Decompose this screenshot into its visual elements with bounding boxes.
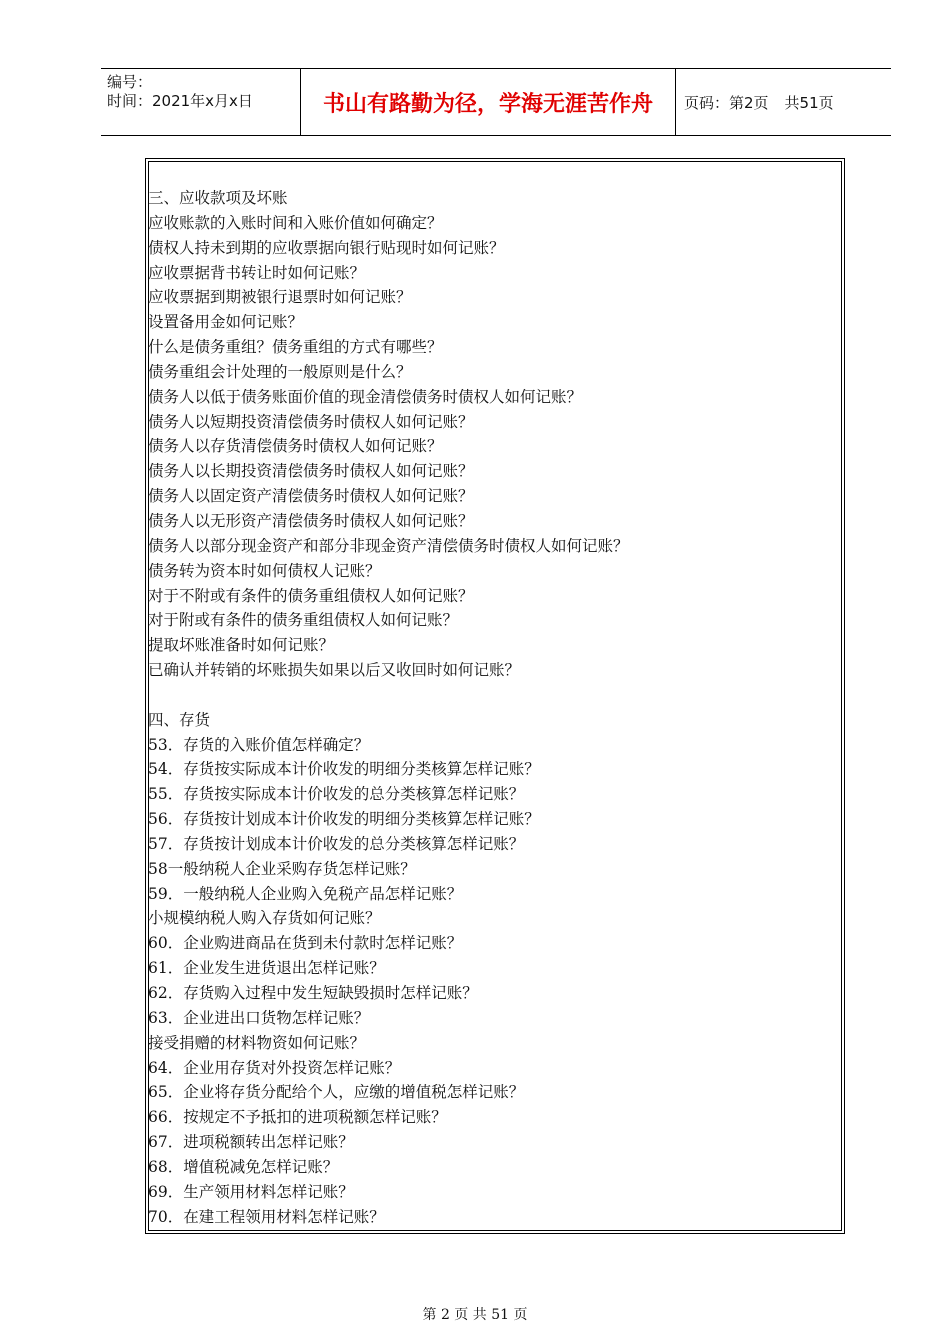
list-item: 58一般纳税人企业采购存货怎样记账？ xyxy=(148,859,416,878)
list-item: 应收票据背书转让时如何记账？ xyxy=(148,263,366,282)
list-item: 64．企业用存货对外投资怎样记账？ xyxy=(148,1058,401,1077)
list-item: 62．存货购入过程中发生短缺毁损时怎样记账？ xyxy=(148,984,478,1002)
list-item: 债务转为资本时如何债权人记账？ xyxy=(148,561,381,580)
page-header xyxy=(101,68,891,136)
time-label: 时间：2021年x月x日 xyxy=(107,92,253,110)
list-item: 什么是债务重组？债务重组的方式有哪些？ xyxy=(148,338,443,357)
list-item: 70．在建工程领用材料怎样记账？ xyxy=(148,1207,385,1226)
header-page-info xyxy=(676,69,891,135)
section-title: 四、存货 xyxy=(148,710,211,729)
header-meta xyxy=(101,69,301,135)
list-item: 债权人持未到期的应收票据向银行贴现时如何记账？ xyxy=(148,238,505,257)
list-item: 债务人以低于债务账面价值的现金清偿债务时债权人如何记账？ xyxy=(148,387,583,406)
list-item: 63．企业进出口货物怎样记账？ xyxy=(148,1008,370,1027)
footer-page-number: 第 2 页 共 51 页 xyxy=(422,1307,528,1323)
list-item: 债务人以部分现金资产和部分非现金资产清偿债务时债权人如何记账？ xyxy=(148,536,629,555)
list-item: 54．存货按实际成本计价收发的明细分类核算怎样记账？ xyxy=(148,760,540,779)
list-item: 65．企业将存货分配给个人，应缴的增值税怎样记账？ xyxy=(148,1083,525,1102)
list-item: 债务人以固定资产清偿债务时债权人如何记账？ xyxy=(148,487,474,506)
list-item: 60．企业购进商品在货到未付款时怎样记账？ xyxy=(148,934,463,953)
list-item: 68．增值税减免怎样记账？ xyxy=(148,1157,339,1176)
list-item: 对于附或有条件的债务重组债权人如何记账？ xyxy=(148,611,459,630)
list-item: 67．进项税额转出怎样记账？ xyxy=(148,1133,354,1152)
list-item: 已确认并转销的坏账损失如果以后又收回时如何记账？ xyxy=(148,661,521,680)
list-item: 53．存货的入账价值怎样确定？ xyxy=(148,735,370,754)
list-item: 设置备用金如何记账？ xyxy=(148,313,304,332)
list-item: 小规模纳税人购入存货如何记账？ xyxy=(148,909,381,928)
page-total-label: 共51页 xyxy=(784,93,834,112)
question-list xyxy=(148,186,838,1229)
list-item: 债务人以短期投资清偿债务时债权人如何记账？ xyxy=(148,412,474,431)
list-item: 57．存货按计划成本计价收发的总分类核算怎样记账？ xyxy=(148,834,525,853)
list-item: 61．企业发生进货退出怎样记账？ xyxy=(148,959,385,978)
list-item: 债务人以存货清偿债务时债权人如何记账？ xyxy=(148,437,443,456)
list-item: 55．存货按实际成本计价收发的总分类核算怎样记账？ xyxy=(148,785,525,804)
list-item: 对于不附或有条件的债务重组债权人如何记账？ xyxy=(148,586,474,605)
list-item: 接受捐赠的材料物资如何记账？ xyxy=(148,1033,366,1052)
list-item: 56．存货按计划成本计价收发的明细分类核算怎样记账？ xyxy=(148,810,540,829)
page-number-label: 页码：第2页 xyxy=(684,93,769,112)
list-item: 应收票据到期被银行退票时如何记账？ xyxy=(148,288,412,307)
blank-line xyxy=(148,683,838,708)
number-label: 编号： xyxy=(107,73,153,91)
list-item: 债务人以无形资产清偿债务时债权人如何记账？ xyxy=(148,511,474,530)
list-item: 提取坏账准备时如何记账？ xyxy=(148,636,335,655)
list-item: 应收账款的入账时间和入账价值如何确定？ xyxy=(148,213,443,232)
section-title: 三、应收款项及坏账 xyxy=(148,189,288,207)
list-item: 债务重组会计处理的一般原则是什么？ xyxy=(148,362,412,381)
list-item: 债务人以长期投资清偿债务时债权人如何记账？ xyxy=(148,462,474,481)
list-item: 69．生产领用材料怎样记账？ xyxy=(148,1182,354,1201)
list-item: 59．一般纳税人企业购入免税产品怎样记账？ xyxy=(148,884,463,903)
page-footer xyxy=(0,1304,950,1324)
list-item: 66．按规定不予抵扣的进项税额怎样记账？ xyxy=(148,1108,447,1127)
header-motto: 书山有路勤为径，学海无涯苦作舟 xyxy=(301,69,676,135)
